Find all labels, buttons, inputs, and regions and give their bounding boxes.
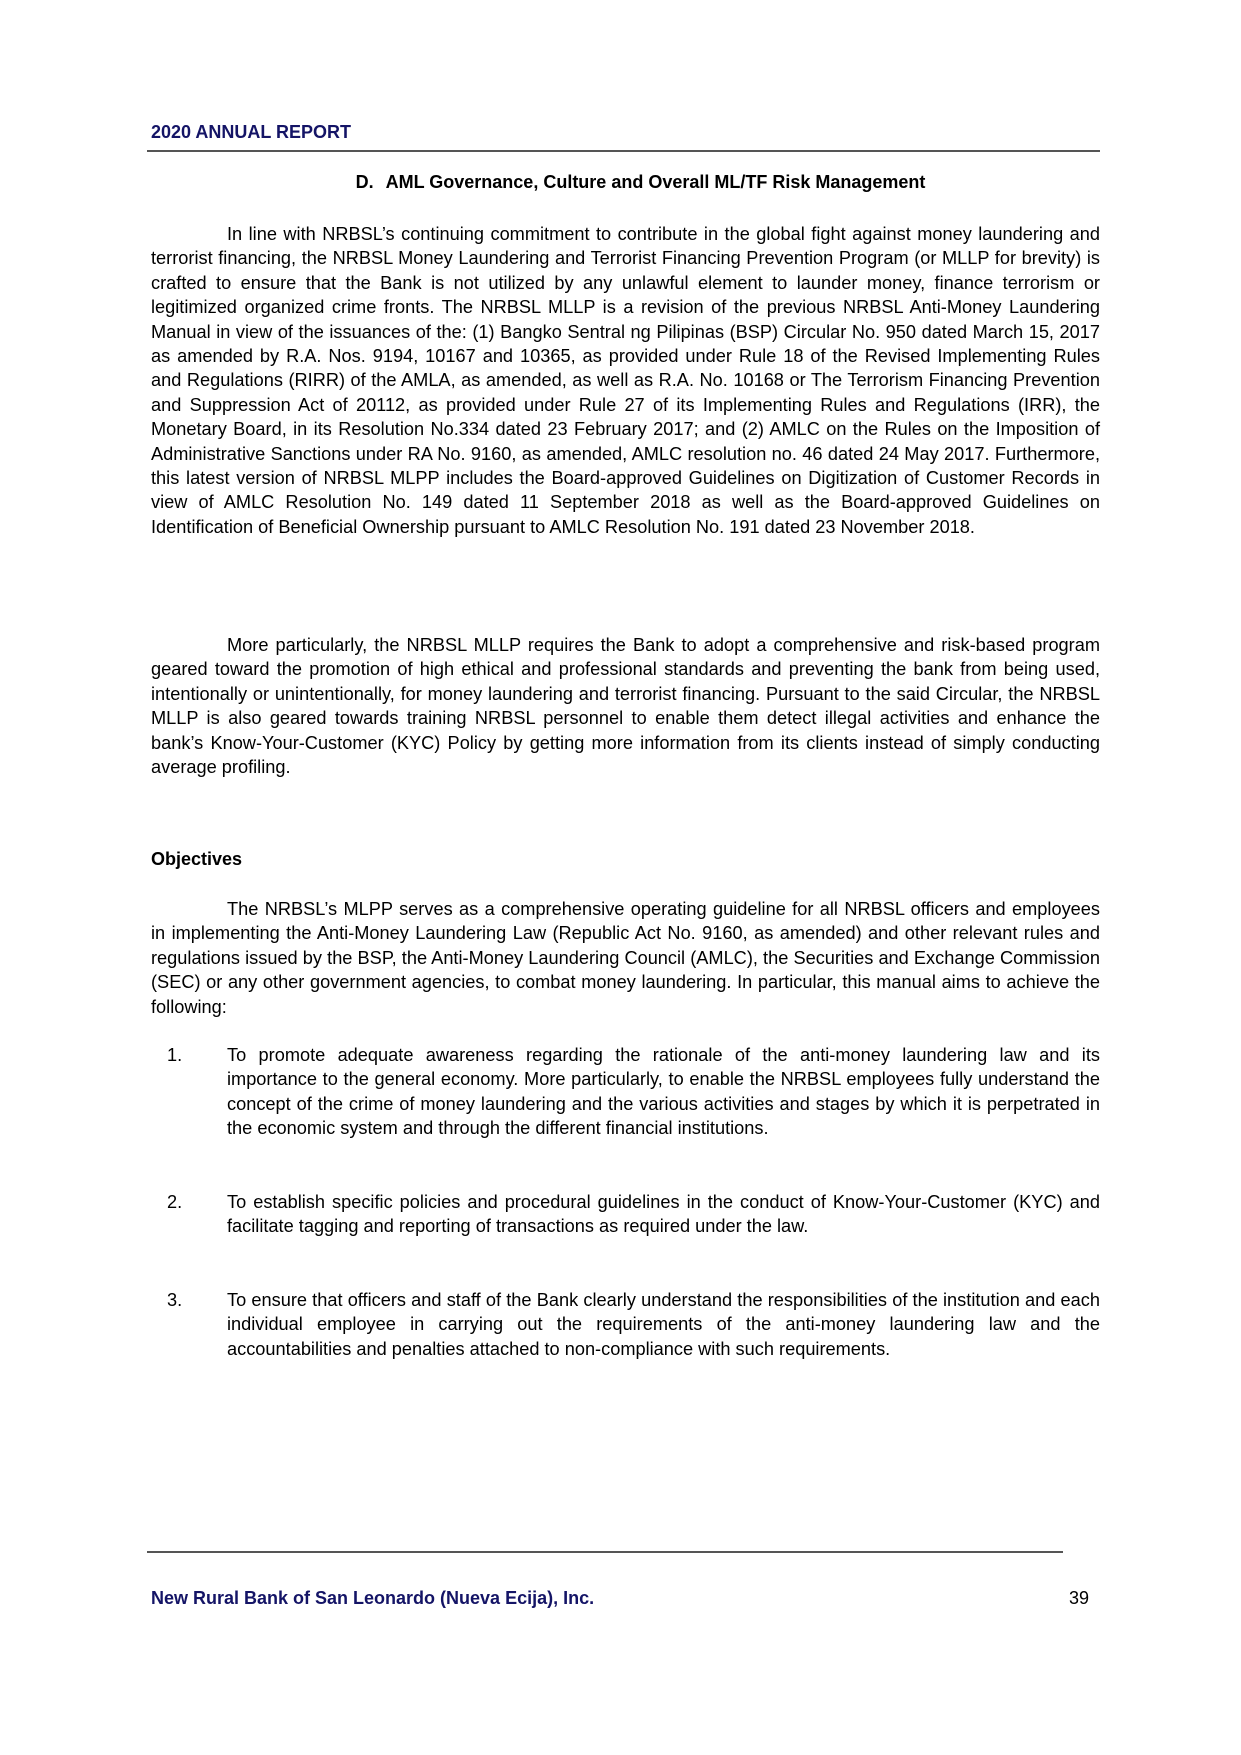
list-item-text: To promote adequate awareness regarding the rationale of the anti-money laundering law and its importance to the general economy. More particularly, to enable the NRBSL employees fully understand the concept of the crime of money laundering and the various activities and stages by which it is perpetrated in the economic system and through the different financial institutions. [227, 1045, 1100, 1139]
objective-list-item [151, 1190, 1100, 1239]
body-paragraph [151, 633, 1100, 779]
objective-list-item [151, 1043, 1100, 1141]
objectives-heading: Objectives [151, 849, 243, 869]
body-paragraph [151, 222, 1100, 539]
paragraph-text: In line with NRBSL’s continuing commitment to contribute in the global fight against money laundering and terrorist financing, the NRBSL Money Laundering and Terrorist Financing Prevention Program (or MLLP for brevity) is crafted to ensure that the Bank is not utilized by any unlawful element to launder money, finance terrorism or legitimized organized crime fronts. The NRBSL MLLP is a revision of the previous NRBSL Anti-Money Laundering Manual in view of the issuances of the: (1) Bangko Sentral ng Pilipinas (BSP) Circular No. 950 dated March 15, 2017 as amended by R.A. Nos. 9194, 10167 and 10365, as provided under Rule 18 of the Revised Implementing Rules and Regulations (RIRR) of the AMLA, as amended, as well as R.A. No. 10168 or The Terrorism Financing Prevention and Suppression Act of 20112, as provided under Rule 27 of its Implementing Rules and Regulations (IRR), the Monetary Board, in its Resolution No.334 dated 23 February 2017; and (2) AMLC on the Rules on the Imposition of Administrative Sanctions under RA No. 9160, as amended, AMLC resolution no. 46 dated 24 May 2017. Furthermore, this latest version of NRBSL MLPP includes the Board-approved Guidelines on Digitization of Customer Records in view of AMLC Resolution No. 149 dated 11 September 2018 as well as the Board-approved Guidelines on Identification of Beneficial Ownership pursuant to AMLC Resolution No. 191 dated 23 November 2018. [151, 224, 1100, 537]
page-number: 39 [1069, 1588, 1090, 1608]
list-number: 2. [167, 1192, 183, 1212]
section-title: AML Governance, Culture and Overall ML/TF Risk Management [385, 172, 926, 192]
objective-list-item [151, 1288, 1100, 1361]
list-item-text: To establish specific policies and procedural guidelines in the conduct of Know-Your-Customer (KYC) and facilitate tagging and reporting of transactions as required under the law. [227, 1192, 1100, 1237]
objectives-intro [151, 897, 1100, 1019]
paragraph-text: More particularly, the NRBSL MLLP requires the Bank to adopt a comprehensive and risk-based program geared toward the promotion of high ethical and professional standards and preventing the bank from being used, intentionally or unintentionally, for money laundering and terrorist financing. Pursuant to the said Circular, the NRBSL MLLP is also geared towards training NRBSL personnel to enable them detect illegal activities and enhance the bank’s Know-Your-Customer (KYC) Policy by getting more information from its clients instead of simply conducting average profiling. [151, 635, 1100, 778]
list-number: 1. [167, 1045, 183, 1065]
footer-organization: New Rural Bank of San Leonardo (Nueva Ecija), Inc. [151, 1588, 595, 1608]
header-divider [147, 150, 1100, 152]
section-label: D. [355, 172, 374, 192]
report-header-title: 2020 ANNUAL REPORT [151, 122, 352, 142]
footer-divider [147, 1551, 1063, 1553]
list-number: 3. [167, 1290, 183, 1310]
paragraph-text: The NRBSL’s MLPP serves as a comprehensive operating guideline for all NRBSL officers and employees in implementing the Anti-Money Laundering Law (Republic Act No. 9160, as amended) and other relevant rules and regulations issued by the BSP, the Anti-Money Laundering Council (AMLC), the Securities and Exchange Commission (SEC) or any other government agencies, to combat money laundering. In particular, this manual aims to achieve the following: [151, 899, 1100, 1017]
list-item-text: To ensure that officers and staff of the Bank clearly understand the responsibilities of the institution and each individual employee in carrying out the requirements of the anti-money laundering law and the accountabilities and penalties attached to non-compliance with such requirements. [227, 1290, 1100, 1359]
section-heading [0, 172, 1241, 193]
